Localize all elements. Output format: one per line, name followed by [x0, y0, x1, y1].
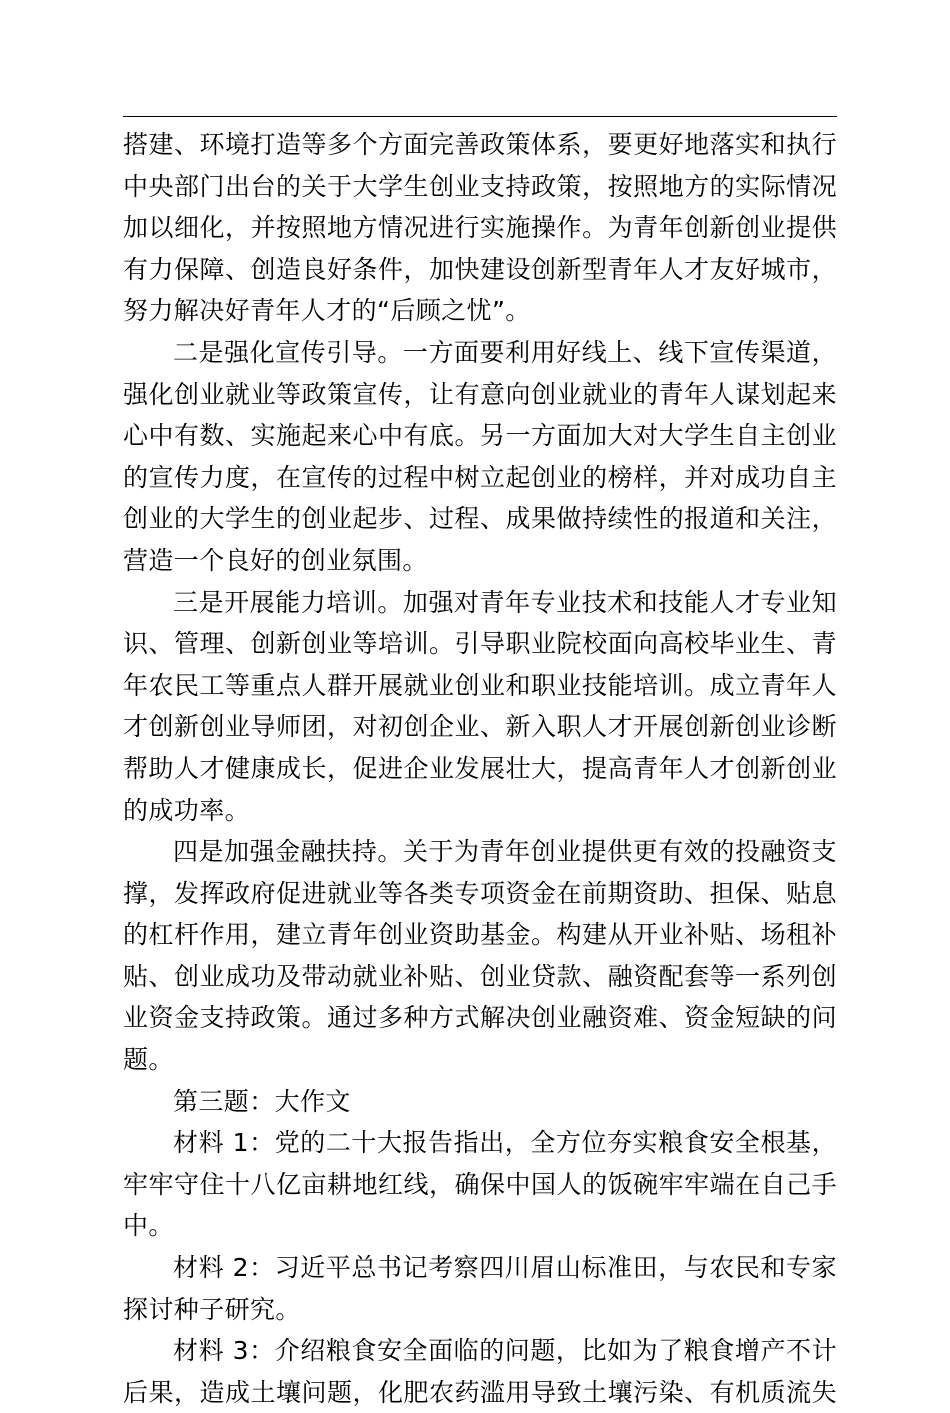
- text-line: 贴、创业成功及带动就业补贴、创业贷款、融资配套等一系列创: [123, 961, 837, 991]
- paragraph-start-line: 四是加强金融扶持。关于为青年创业提供更有效的投融资支: [173, 837, 837, 867]
- text-line: 撑，发挥政府促进就业等各类专项资金在前期资助、担保、贴息: [123, 878, 837, 908]
- text-line: 的宣传力度，在宣传的过程中树立起创业的榜样，并对成功自主: [123, 462, 837, 492]
- paragraph-start-line: 材料 1：党的二十大报告指出，全方位夯实粮食安全根基，: [173, 1128, 837, 1158]
- text-line: 中央部门出台的关于大学生创业支持政策，按照地方的实际情况: [123, 171, 837, 201]
- text-line: 题。: [123, 1045, 174, 1075]
- text-line: 年农民工等重点人群开展就业创业和职业技能培训。成立青年人: [123, 670, 837, 700]
- text-line: 搭建、环境打造等多个方面完善政策体系，要更好地落实和执行: [123, 130, 837, 159]
- text-line: 业资金支持政策。通过多种方式解决创业融资难、资金短缺的问: [123, 1003, 837, 1033]
- section-heading: 第三题：大作文: [173, 1086, 351, 1116]
- text-line: 有力保障、创造良好条件，加快建设创新型青年人才友好城市，: [123, 254, 837, 284]
- text-line: 才创新创业导师团，对初创企业、新入职人才开展创新创业诊断: [123, 712, 837, 742]
- header-rule: [123, 116, 837, 117]
- text-line: 努力解决好青年人才的“后顾之忧”。: [123, 296, 531, 326]
- text-line: 探讨种子研究。: [123, 1294, 301, 1324]
- text-line: 加以细化，并按照地方情况进行实施操作。为青年创新创业提供: [123, 213, 837, 243]
- text-line: 的杠杆作用，建立青年创业资助基金。构建从开业补贴、场租补: [123, 920, 837, 950]
- text-line: 强化创业就业等政策宣传，让有意向创业就业的青年人谋划起来: [123, 379, 837, 409]
- text-line: 识、管理、创新创业等培训。引导职业院校面向高校毕业生、青: [123, 629, 837, 659]
- text-line: 营造一个良好的创业氛围。: [123, 545, 428, 575]
- paragraph-start-line: 材料 3：介绍粮食安全面临的问题，比如为了粮食增产不计: [173, 1336, 837, 1366]
- paragraph-start-line: 材料 2：习近平总书记考察四川眉山标准田，与农民和专家: [173, 1253, 837, 1283]
- text-line: 帮助人才健康成长，促进企业发展壮大，提高青年人才创新创业: [123, 753, 837, 783]
- text-line: 牢牢守住十八亿亩耕地红线，确保中国人的饭碗牢牢端在自己手: [123, 1169, 837, 1199]
- text-line: 心中有数、实施起来心中有底。另一方面加大对大学生自主创业: [123, 421, 837, 451]
- text-line: 中。: [123, 1211, 174, 1241]
- text-line: 后果，造成土壤问题，化肥农药滥用导致土壤污染、有机质流失: [123, 1377, 837, 1407]
- paragraph-start-line: 三是开展能力培训。加强对青年专业技术和技能人才专业知: [173, 587, 837, 617]
- text-line: 创业的大学生的创业起步、过程、成果做持续性的报道和关注，: [123, 504, 837, 534]
- document-body: [123, 124, 837, 1413]
- text-line: 的成功率。: [123, 795, 251, 825]
- paragraph-start-line: 二是强化宣传引导。一方面要利用好线上、线下宣传渠道，: [173, 337, 837, 367]
